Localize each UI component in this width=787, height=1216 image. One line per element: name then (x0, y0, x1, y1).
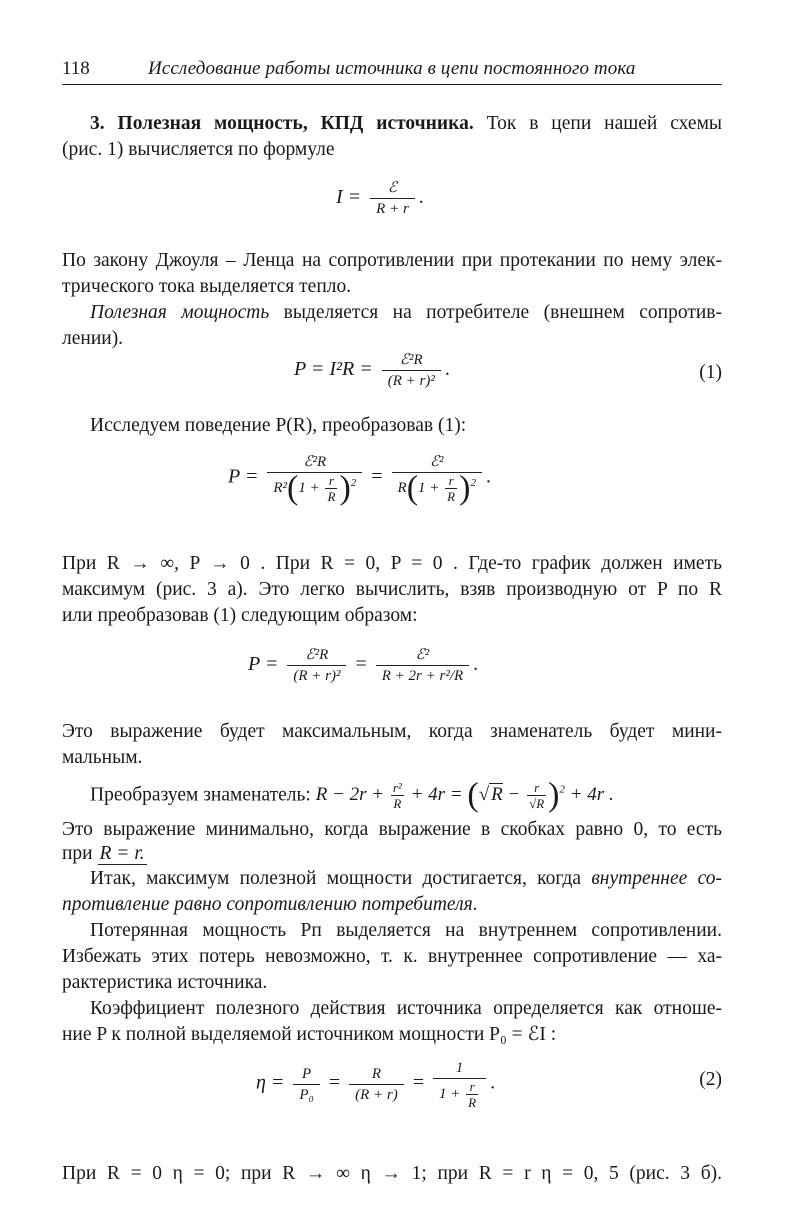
paragraph-text: при (62, 843, 93, 864)
paragraph-line (62, 841, 722, 867)
paragraph-line: Исследуем поведение P(R), преобразовав (1): (90, 415, 467, 436)
fraction (382, 350, 441, 391)
paragraph-line: Потерянная мощность Pп выделяется на внутреннем сопротивлении. (90, 920, 722, 941)
paragraph-line: лении). (62, 328, 124, 349)
paragraph-line: или преобразовав (1) следующим образом: (62, 605, 418, 626)
equation-number-1: (1) (699, 362, 722, 383)
denominator: P₀ (293, 1084, 319, 1105)
paragraph-line: мальным. (62, 747, 143, 768)
numerator: ℰ²R (305, 647, 329, 663)
fraction (433, 1058, 486, 1110)
paragraph-line: При R → ∞, P → 0 . При R = 0, P = 0 . Где-то график должен иметь (62, 553, 722, 574)
paragraph-text: выделяется на потребителе (внешнем сопротив- (283, 302, 722, 323)
paragraph-line: По закону Джоуля – Ленца на сопротивлении при протекании по нему элек- (62, 250, 722, 271)
emphasis-text: противление равно сопротивлению потребителя (62, 894, 473, 915)
denominator: R(1 + $\frac{r}{R}$ )$^2$ (392, 472, 482, 504)
section-heading-line (62, 111, 722, 137)
denominator: 1 + $\frac{r}{R}$ (433, 1078, 486, 1110)
paragraph-line (62, 892, 722, 918)
fraction (293, 1064, 319, 1105)
fraction (349, 1064, 404, 1105)
formula-power-transform: P = ℰ²R R²(1 + $\frac{r}{R}$ )$^2$ = ℰ² R(1 + $\frac{r}{R}$ )$^2$ . (228, 454, 491, 507)
denominator: (R + r)² (382, 370, 441, 391)
paragraph-line: Это выражение минимально, когда выражение в скобках равно 0, то есть (62, 819, 722, 840)
formula-lhs: I = (336, 186, 362, 209)
paragraph-line: ние P к полной выделяемой источником мощности P₀ = ℰI : (62, 1024, 557, 1045)
term-useful-power: Полезная мощность (90, 302, 270, 323)
formula-lhs: η = (256, 1071, 285, 1094)
page-header (62, 58, 722, 85)
paragraph-line (62, 300, 722, 326)
numerator: ℰ (387, 180, 398, 196)
formula-lhs: P = I²R = (294, 358, 373, 381)
denominator: (R + r)² (287, 665, 346, 686)
denominator: (R + r) (349, 1084, 404, 1105)
section-intro: Ток в цепи нашей схемы (486, 113, 723, 134)
numerator: 1 (455, 1060, 464, 1076)
page-number: 118 (62, 58, 90, 79)
paragraph-text: Преобразуем знаменатель: (90, 784, 311, 806)
formula-efficiency: η = $\frac{P}{\text{P₀}}$ = $\frac{R}{(R + r)}$ = 1 1 + $\frac{r}{R}$ . (256, 1060, 496, 1110)
formula-denominator: R − 2r + $\frac{\text{r²}}{R}$ + 4r = (√ R − $\frac{r}{√R}$ )$^2$ + 4r . (315, 776, 614, 814)
paragraph-line: Избежать этих потерь невозможно, т. к. внутреннее сопротивление — ха- (62, 946, 722, 967)
denominator: R + 2r + r²/R (376, 665, 469, 686)
formula-lhs: P = (248, 653, 279, 676)
fraction (267, 452, 362, 507)
denominator: R + r (370, 198, 415, 219)
paragraph-text: Итак, максимум полезной мощности достигается, когда (90, 868, 581, 889)
numerator: ℰ² (415, 647, 430, 663)
paragraph-text: . (472, 894, 478, 915)
paragraph-line: трического тока выделяется тепло. (62, 276, 352, 297)
paragraph-line: Коэффициент полезного действия источника определяется как отноше- (90, 998, 722, 1019)
fraction (392, 452, 482, 507)
emphasis-text: внутреннее со- (591, 868, 722, 889)
paragraph-line: (рис. 1) вычисляется по формуле (62, 139, 335, 160)
paragraph-line: рактеристика источника. (62, 972, 268, 993)
section-heading: 3. Полезная мощность, КПД источника. (90, 113, 474, 134)
running-title: Исследование работы источника в цепи постоянного тока (148, 58, 636, 79)
paragraph-line: максимум (рис. 3 а). Это легко вычислить, взяв производную от P по R (62, 579, 722, 600)
fraction (376, 645, 469, 686)
formula-power-alt: P = $\frac{\text{ℰ²R}}{\text{(R + r)²}}$ = $\frac{\text{ℰ²}}{\text{R + 2r + r²/R}}$ . (248, 647, 479, 684)
formula-lhs: P = (228, 465, 259, 488)
numerator: ℰ² (429, 454, 444, 470)
denominator: R²(1 + $\frac{r}{R}$ )$^2$ (267, 472, 362, 504)
paragraph-line (62, 866, 722, 892)
equation-number-2: (2) (699, 1069, 722, 1090)
numerator: P (302, 1065, 312, 1082)
paragraph-line: Это выражение будет максимальным, когда знаменатель будет мини- (62, 721, 722, 742)
numerator: ℰ²R (399, 352, 423, 368)
numerator: ℰ²R (303, 454, 327, 470)
formula-power: P = I²R = $\frac{\text{ℰ²R}}{\text{(R + r)²}}$ . (294, 352, 450, 389)
denominator-transform-line (62, 776, 722, 814)
paragraph-line: При R = 0 η = 0; при R → ∞ η → 1; при R = r η = 0, 5 (рис. 3 б). (62, 1163, 722, 1184)
condition-r-equals-r: R = r. (99, 843, 145, 864)
fraction (370, 178, 415, 219)
fraction (287, 645, 346, 686)
numerator: R (371, 1065, 381, 1082)
formula-current: I = $\frac{\text{ℰ}}{R + r}$ . (336, 180, 424, 217)
